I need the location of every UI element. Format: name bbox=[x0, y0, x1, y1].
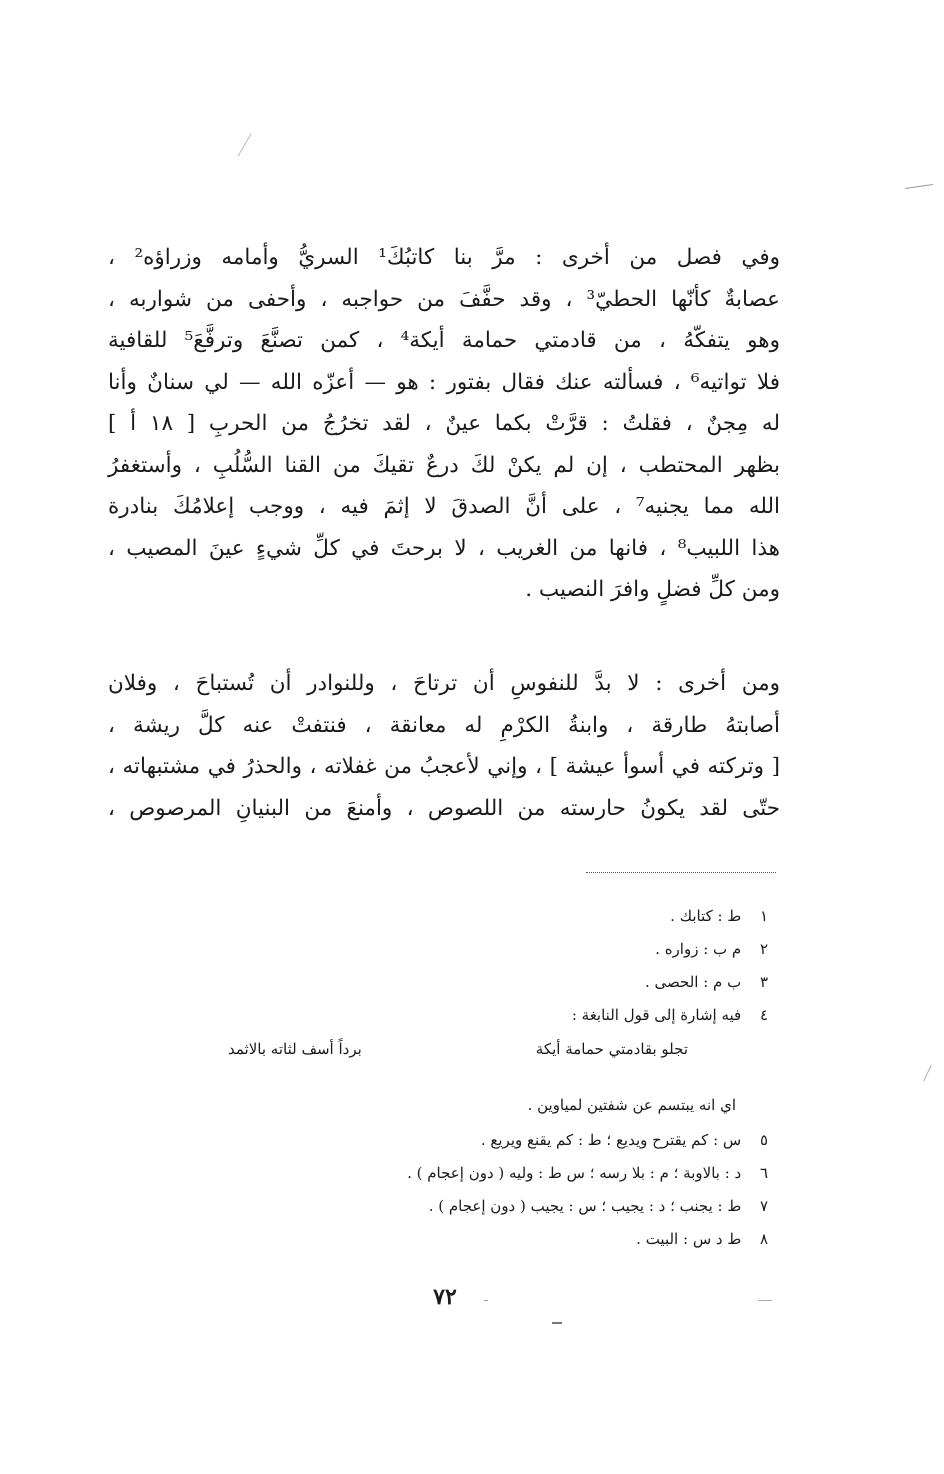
footnote-item bbox=[168, 1223, 768, 1256]
footnote-number: ١ bbox=[759, 907, 768, 925]
body-paragraph-2 bbox=[108, 663, 780, 829]
footnote-text: م ب : زواره . bbox=[655, 940, 742, 958]
paragraph-line: حتّى لقد يكونُ حارسته من اللصوص ، وأمنعَ من البنيانِ المرصوص ، bbox=[108, 795, 780, 821]
paragraph-line: الله مما يجنيه⁷ ، على أنَّ الصدقَ لا إثمَ فيه ، ووجب إعلامُكَ بنادرة bbox=[108, 494, 780, 519]
paragraph-line: ومن كلِّ فضلٍ وافرَ النصيب . bbox=[525, 577, 780, 602]
footnote-item bbox=[168, 900, 768, 933]
paragraph-line: وفي فصل من أخرى : مرَّ بنا كاتبُكَ¹ السريُّ وأمامه وزراؤه² ، bbox=[108, 245, 780, 270]
paragraph-line: بظهر المحتطب ، إن لم يكنْ لكَ درعٌ تقيكَ من القنا السُّلُبِ ، وأستغفرُ bbox=[108, 452, 780, 478]
paragraph-line: [ وتركته في أسوأ عيشة ] ، وإني لأعجبُ من غفلاته ، والحذرُ في مشتبهاته ، bbox=[108, 754, 780, 779]
footnote-number: ٤ bbox=[759, 1006, 768, 1024]
paragraph-line: عصابةٌ كأنّها الحطيّ³ ، وقد حفَّفَ من حواجبه ، وأحفى من شواربه ، bbox=[108, 286, 780, 312]
paragraph-line: أصابتهُ طارقة ، وابنةُ الكرْمِ له معانقة ، فنتفتْ عنه كلَّ ريشة ، bbox=[108, 712, 780, 738]
verse-first-hemistich: تجلو بقادمتي حمامة أيكة bbox=[535, 1040, 688, 1058]
scan-mark bbox=[905, 184, 933, 189]
scan-mark bbox=[238, 133, 252, 156]
footnotes-lower bbox=[168, 1124, 768, 1256]
footnote-text: فيه إشارة إلى قول النابغة : bbox=[571, 1006, 742, 1024]
footnote-text: ب م : الحصى . bbox=[644, 973, 742, 991]
footnote-item bbox=[168, 999, 768, 1032]
paragraph-line: هذا اللبيب⁸ ، فانها من الغريب ، لا برحتَ في كلِّ شيءٍ عينَ المصيب ، bbox=[108, 535, 780, 561]
footnote-item bbox=[168, 933, 768, 966]
paragraph-line: ومن أخرى : لا بدَّ للنفوسِ أن ترتاحَ ، وللنوادر أن تُستباحَ ، وفلان bbox=[108, 671, 780, 696]
quoted-verse bbox=[228, 1040, 688, 1058]
footnote-number: ٢ bbox=[759, 940, 768, 958]
footnote-number: ٨ bbox=[759, 1230, 768, 1248]
paragraph-line: فلا تواتيه⁶ ، فسألته عنك فقال بفتور : هو — أعزّه الله — لي سنانٌ وأنا bbox=[108, 369, 780, 395]
footnote-number: ٥ bbox=[759, 1131, 768, 1149]
footnote-item bbox=[168, 1157, 768, 1190]
footnote-item bbox=[168, 966, 768, 999]
verse-explanation: اي انه يبتسم عن شفتين لمياوين . bbox=[527, 1096, 736, 1114]
footnote-number: ٧ bbox=[759, 1197, 768, 1215]
page-number: ٧٢ bbox=[433, 1284, 457, 1310]
footnote-text: ط : يجنب ؛ د : يجيب ؛ س : يجيب ( دون إعجام ) . bbox=[428, 1197, 742, 1215]
scan-mark bbox=[552, 1322, 562, 1324]
paragraph-line: له مِجنٌ ، فقلتُ : قرَّتْ بكما عينٌ ، لقد تخرُجُ من الحربِ [ ١٨ أ ] bbox=[108, 411, 780, 436]
verse-second-hemistich: برداً أسف لثاته بالاثمد bbox=[228, 1040, 362, 1058]
scan-mark bbox=[484, 1300, 488, 1301]
footnotes-upper bbox=[168, 900, 768, 1032]
footnote-text: د : بالاوبة ؛ م : بلا رسه ؛ س ط : وليه ( دون إعجام ) . bbox=[407, 1164, 742, 1182]
footnote-number: ٣ bbox=[759, 973, 768, 991]
paragraph-line: وهو يتفكّهُ ، من قادمتي حمامة أيكة⁴ ، كمن تصنَّعَ وترفَّعَ⁵ للقافية bbox=[108, 328, 780, 353]
footnote-text: ط د س : البيت . bbox=[636, 1230, 742, 1248]
footnote-text: س : كم يقترح ويديع ؛ ط : كم يقنع ويريع . bbox=[480, 1131, 742, 1149]
footnote-item bbox=[168, 1190, 768, 1223]
scan-mark bbox=[758, 1300, 772, 1301]
footnote-item bbox=[168, 1124, 768, 1157]
scan-mark bbox=[923, 1065, 932, 1082]
body-paragraph-1 bbox=[108, 237, 780, 611]
footnote-separator bbox=[586, 872, 776, 873]
footnote-text: ط : كتابك . bbox=[670, 907, 742, 925]
footnote-number: ٦ bbox=[759, 1164, 768, 1182]
